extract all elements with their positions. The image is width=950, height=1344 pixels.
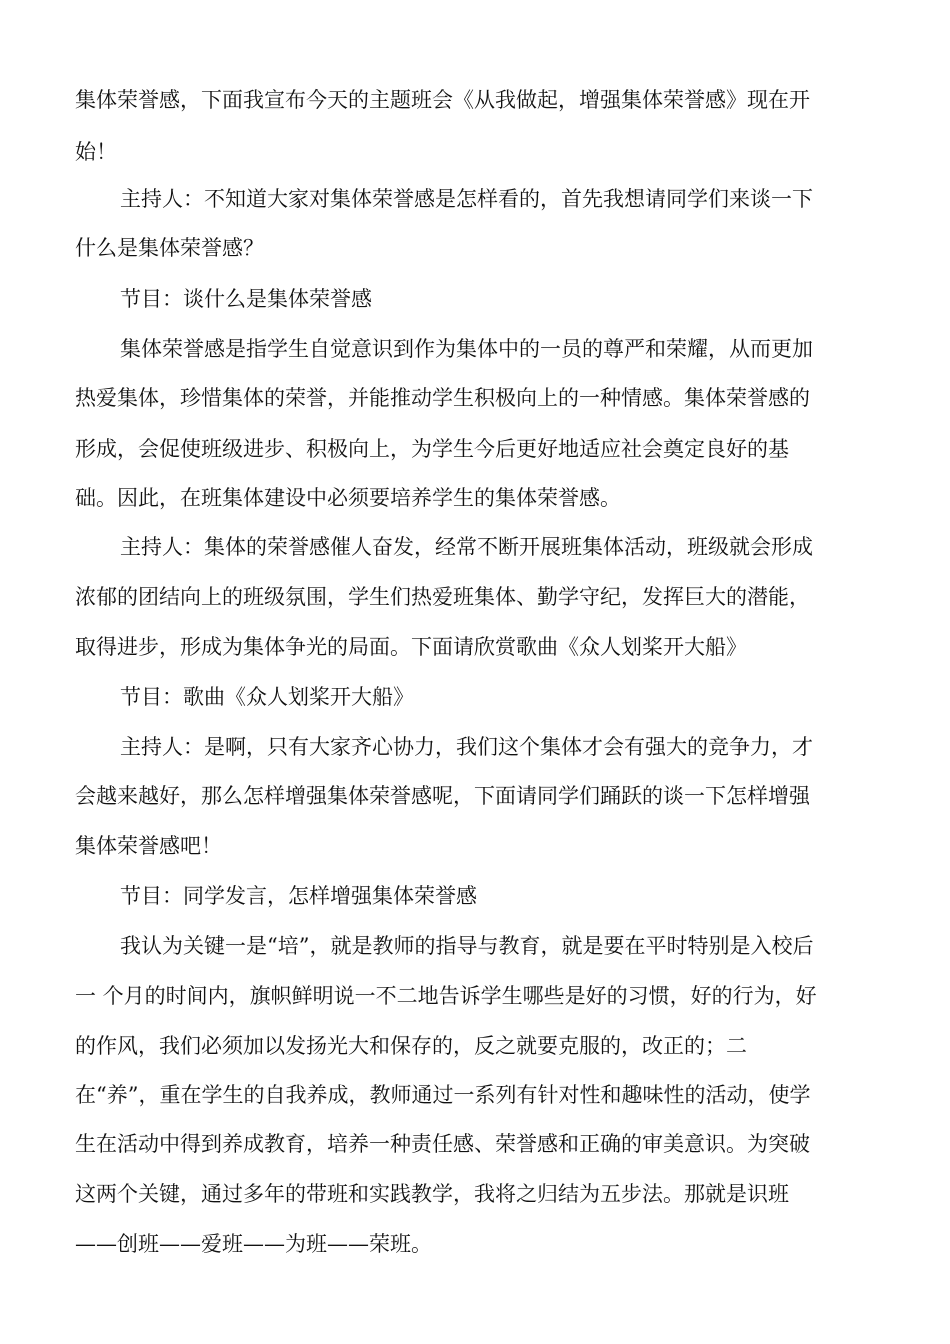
text-line <box>0 627 950 667</box>
text-line <box>0 1124 950 1164</box>
text-line <box>0 527 950 567</box>
text-line <box>0 429 950 469</box>
text-line <box>0 279 950 319</box>
text-line-content: ——创班——爱班——为班——荣班。 <box>75 1232 432 1256</box>
text-line-content: 形成，会促使班级进步、积极向上，为学生今后更好地适应社会奠定良好的基 <box>75 437 789 461</box>
text-line-content: 主持人：不知道大家对集体荣誉感是怎样看的，首先我想请同学们来谈一下 <box>120 187 813 211</box>
text-line <box>0 80 950 120</box>
text-line-content: 什么是集体荣誉感？ <box>75 236 264 260</box>
text-line <box>0 826 950 866</box>
text-line <box>0 876 950 916</box>
text-line <box>0 1224 950 1264</box>
text-line-content: 节目：谈什么是集体荣誉感 <box>120 287 372 311</box>
text-line <box>0 727 950 767</box>
text-line-content: 集体荣誉感，下面我宣布今天的主题班会《从我做起，增强集体荣誉感》现在开 <box>75 88 810 112</box>
text-line-content: 生在活动中得到养成教育，培养一种责任感、荣誉感和正确的审美意识。为突破 <box>75 1132 810 1156</box>
text-line-content: 取得进步，形成为集体争光的局面。下面请欣赏歌曲《众人划桨开大船》 <box>75 635 747 659</box>
text-line-content: 节目：歌曲《众人划桨开大船》 <box>120 685 414 709</box>
text-line <box>0 976 950 1016</box>
text-line-content: 始！ <box>75 140 117 164</box>
text-line <box>0 378 950 418</box>
text-line <box>0 1075 950 1115</box>
text-line <box>0 1174 950 1214</box>
text-line-content: 在“养”，重在学生的自我养成，教师通过一系列有针对性和趣味性的活动，使学 <box>75 1083 811 1107</box>
text-line <box>0 926 950 966</box>
text-line <box>0 478 950 518</box>
text-line-content: 我认为关键一是“培”，就是教师的指导与教育，就是要在平时特别是入校后 <box>120 934 814 958</box>
text-line <box>0 577 950 617</box>
text-line <box>0 228 950 268</box>
text-line-content: 主持人：是啊，只有大家齐心协力，我们这个集体才会有强大的竞争力，才 <box>120 735 813 759</box>
text-line-content: 会越来越好，那么怎样增强集体荣誉感呢，下面请同学们踊跃的谈一下怎样增强 <box>75 784 810 808</box>
text-line-content: 主持人：集体的荣誉感催人奋发，经常不断开展班集体活动，班级就会形成 <box>120 535 813 559</box>
text-line-content: 热爱集体，珍惜集体的荣誉，并能推动学生积极向上的一种情感。集体荣誉感的 <box>75 386 810 410</box>
text-line-content: 浓郁的团结向上的班级氛围，学生们热爱班集体、勤学守纪，发挥巨大的潜能， <box>75 585 810 609</box>
text-line-content: 一 个月的时间内，旗帜鲜明说一不二地告诉学生哪些是好的习惯，好的行为，好 <box>75 984 817 1008</box>
text-line <box>0 677 950 717</box>
text-line-content: 础。因此，在班集体建设中必须要培养学生的集体荣誉感。 <box>75 486 621 510</box>
text-line <box>0 132 950 172</box>
text-line-content: 集体荣誉感是指学生自觉意识到作为集体中的一员的尊严和荣耀，从而更加 <box>120 337 813 361</box>
text-line <box>0 329 950 369</box>
text-line-content: 节目：同学发言，怎样增强集体荣誉感 <box>120 884 477 908</box>
text-line <box>0 776 950 816</box>
text-line <box>0 179 950 219</box>
text-line-content: 的作风，我们必须加以发扬光大和保存的，反之就要克服的，改正的；二 <box>75 1034 747 1058</box>
text-line <box>0 1026 950 1066</box>
text-line-content: 集体荣誉感吧！ <box>75 834 222 858</box>
text-line-content: 这两个关键，通过多年的带班和实践教学，我将之归结为五步法。那就是识班 <box>75 1182 789 1206</box>
